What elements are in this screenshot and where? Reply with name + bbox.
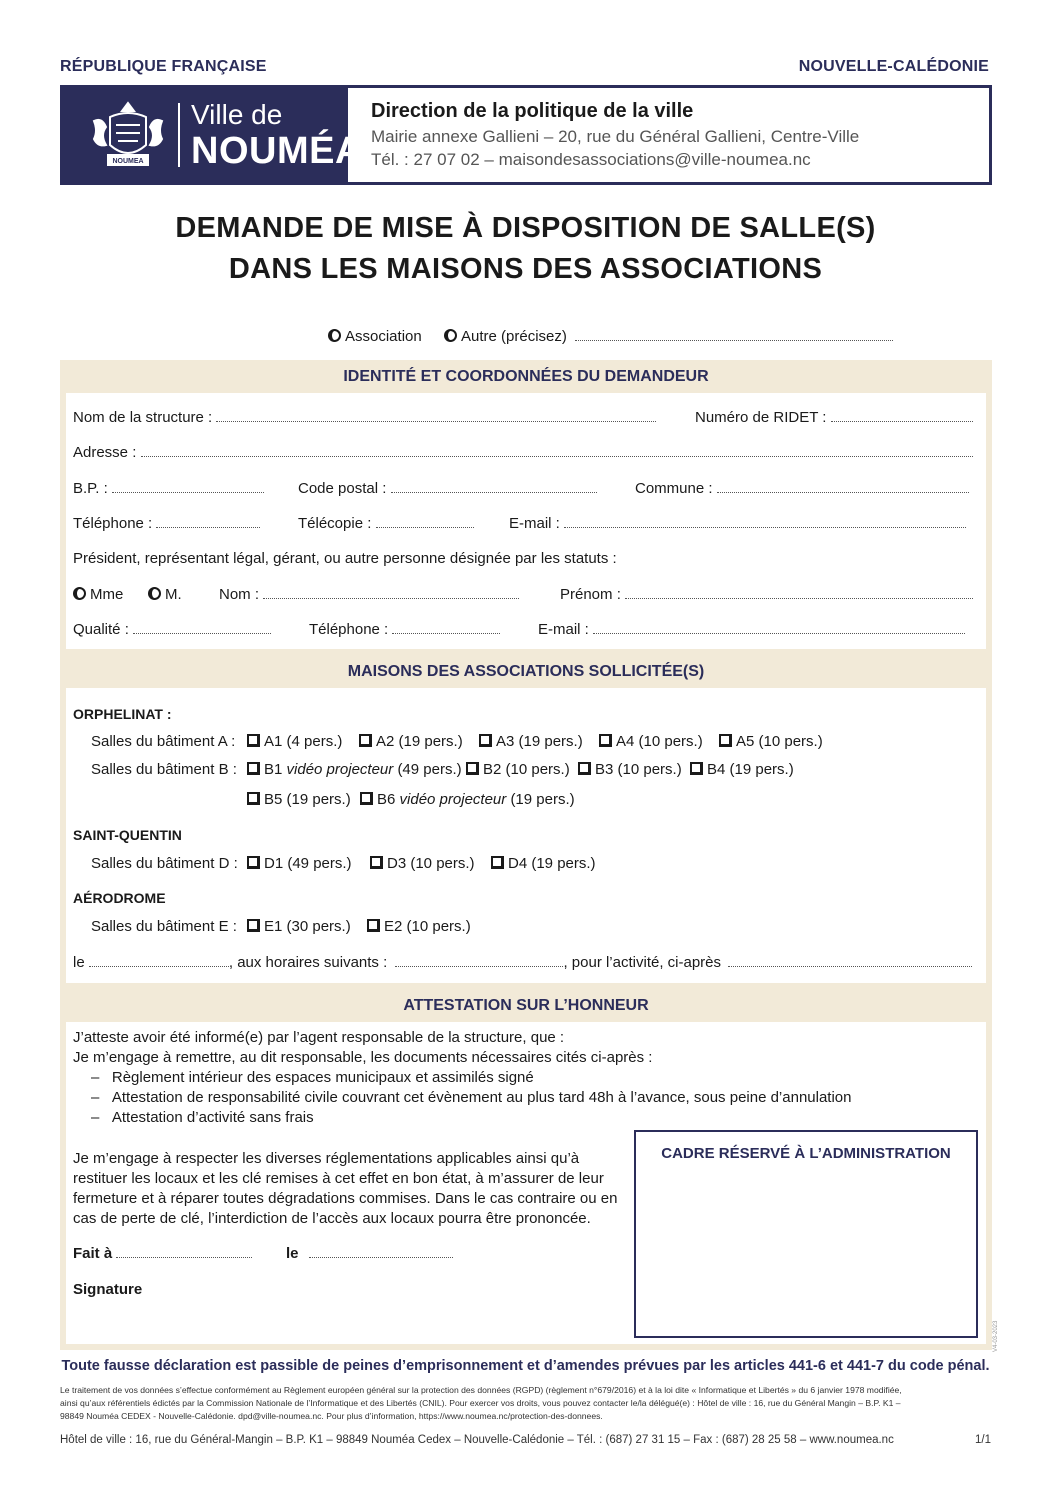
room-b5[interactable]: B5 (19 pers.) xyxy=(247,791,351,808)
code-postal-row: Code postal : xyxy=(298,480,597,497)
attestation-line2: Je m’engage à remettre, au dit responsable, les documents nécessaires cités ci-après : xyxy=(73,1049,653,1066)
adresse-field[interactable] xyxy=(141,445,973,457)
m-option[interactable]: M. xyxy=(148,586,182,603)
date-signature-row: le xyxy=(286,1245,453,1262)
e1-checkbox-icon[interactable] xyxy=(247,919,260,932)
room-b6[interactable]: B6 vidéo projecteur (19 pers.) xyxy=(360,791,575,808)
email-row: E-mail : xyxy=(509,515,966,532)
engagement-line1: Je m’engage à respecter les diverses réglementations applicables ainsi qu’à xyxy=(73,1150,580,1167)
qualite-field[interactable] xyxy=(133,622,271,634)
crest-banner-text: NOUMEA xyxy=(112,158,144,165)
identite-heading: IDENTITÉ ET COORDONNÉES DU DEMANDEUR xyxy=(60,360,992,393)
date-signature-field[interactable] xyxy=(309,1246,453,1258)
b3-checkbox-icon[interactable] xyxy=(578,762,591,775)
fait-a-field[interactable] xyxy=(116,1246,252,1258)
schedule-row: le , aux horaires suivants : , pour l’activité, ci-après xyxy=(73,954,972,971)
nom-row: Nom : xyxy=(219,586,519,603)
telecopie-field[interactable] xyxy=(376,516,474,528)
ridet-field[interactable] xyxy=(831,410,973,422)
qualite-row: Qualité : xyxy=(73,621,271,638)
mme-radio-icon[interactable] xyxy=(73,587,86,600)
direction-contact: Tél. : 27 07 02 – maisondesassociations@ville-noumea.nc xyxy=(371,150,811,169)
b4-checkbox-icon[interactable] xyxy=(690,762,703,775)
prenom-field[interactable] xyxy=(625,587,973,599)
nom-field[interactable] xyxy=(263,587,519,599)
date-field[interactable] xyxy=(89,955,229,967)
aerodrome-label: AÉRODROME xyxy=(73,890,166,906)
saint-quentin-label: SAINT-QUENTIN xyxy=(73,827,182,843)
republique-label: RÉPUBLIQUE FRANÇAISE xyxy=(60,58,267,75)
b2-checkbox-icon[interactable] xyxy=(466,762,479,775)
prenom-row: Prénom : xyxy=(560,586,973,603)
bp-row: B.P. : xyxy=(73,480,264,497)
attestation-item3: – Attestation d’activité sans frais xyxy=(91,1109,314,1126)
room-b1[interactable]: B1 vidéo projecteur (49 pers.) xyxy=(247,761,462,778)
room-a5[interactable]: A5 (10 pers.) xyxy=(719,733,823,750)
footer-address: Hôtel de ville : 16, rue du Général-Mangin – B.P. K1 – 98849 Nouméa Cedex – Nouvelle-Calédonie – Tél. : (687) 27 31 15 – Fax : (687) 28 25 58 – www.noumea.nc xyxy=(60,1434,894,1446)
president-label: Président, représentant légal, gérant, ou autre personne désignée par les statuts : xyxy=(73,550,617,567)
a3-checkbox-icon[interactable] xyxy=(479,734,492,747)
room-b3[interactable]: B3 (10 pers.) xyxy=(578,761,682,778)
logo-noumea-text: NOUMÉA xyxy=(191,130,363,172)
page-title-line1: DEMANDE DE MISE À DISPOSITION DE SALLE(S) xyxy=(175,212,876,244)
commune-row: Commune : xyxy=(635,480,969,497)
nom-structure-field[interactable] xyxy=(216,410,656,422)
city-logo xyxy=(60,85,363,185)
fait-a-row: Fait à xyxy=(73,1245,252,1262)
attestation-item1: – Règlement intérieur des espaces municipaux et assimilés signé xyxy=(91,1069,534,1086)
room-a1[interactable]: A1 (4 pers.) xyxy=(247,733,342,750)
signature-label: Signature xyxy=(73,1281,143,1298)
batiment-a-label: Salles du bâtiment A : xyxy=(91,733,236,750)
telephone2-row: Téléphone : xyxy=(309,621,500,638)
email2-row: E-mail : xyxy=(538,621,965,638)
rgpd-notice: Le traitement de vos données s’effectue conformément au Règlement européen général sur la protection des données (RGPD) (règlement n°679/2016) et à la loi dite « Informatique et Libertés » du 6 janvier 1978 modifiée, ainsi qu’aux référentiels édictés par la Commission Nationale de l’Informatique et des Libertés (CNIL). Pour exercer vos droits, vous pouvez contacter le/la délégué(e) : Hôtel de ville : 16, rue du Général Mangin – B.P. K1 – 98849 Nouméa CEDEX - Nouvelle-Calédonie. dpd@ville-noumea.nc. Pour plus d’information, https://www.noumea.nc/protection-des-donnees. xyxy=(60,1385,902,1421)
activite-field[interactable] xyxy=(728,955,972,967)
page-title-line2: DANS LES MAISONS DES ASSOCIATIONS xyxy=(228,253,823,285)
room-a2[interactable]: A2 (19 pers.) xyxy=(359,733,463,750)
territoire-label: NOUVELLE-CALÉDONIE xyxy=(798,58,989,75)
room-d4[interactable]: D4 (19 pers.) xyxy=(491,855,596,872)
telephone-field[interactable] xyxy=(156,516,260,528)
code-postal-field[interactable] xyxy=(391,481,597,493)
autre-field[interactable] xyxy=(575,329,893,341)
form-version: V4-03-2023 xyxy=(993,1320,999,1352)
b6-checkbox-icon[interactable] xyxy=(360,792,373,805)
e2-checkbox-icon[interactable] xyxy=(367,919,380,932)
d3-checkbox-icon[interactable] xyxy=(370,856,383,869)
type-autre-option[interactable]: Autre (précisez) xyxy=(444,328,893,345)
maisons-heading: MAISONS DES ASSOCIATIONS SOLLICITÉE(S) xyxy=(60,655,992,688)
a2-checkbox-icon[interactable] xyxy=(359,734,372,747)
engagement-line3: fermeture et à réparer toutes dégradations commises. Dans le cas contraire ou en xyxy=(73,1190,618,1207)
type-association-option[interactable]: Association xyxy=(328,328,422,345)
legal-warning: Toute fausse déclaration est passible de peines d’emprisonnement et d’amendes prévues par les articles 441-6 et 441-7 du code pénal. xyxy=(61,1358,990,1374)
b5-checkbox-icon[interactable] xyxy=(247,792,260,805)
batiment-e-label: Salles du bâtiment E : xyxy=(91,918,237,935)
room-b4[interactable]: B4 (19 pers.) xyxy=(690,761,794,778)
orphelinat-label: ORPHELINAT : xyxy=(73,706,172,722)
a1-checkbox-icon[interactable] xyxy=(247,734,260,747)
email-field[interactable] xyxy=(564,516,966,528)
nom-structure-row: Nom de la structure : xyxy=(73,409,656,426)
batiment-b-label: Salles du bâtiment B : xyxy=(91,761,237,778)
adresse-row: Adresse : xyxy=(73,444,973,461)
room-d1[interactable]: D1 (49 pers.) xyxy=(247,855,352,872)
admin-box-title: CADRE RÉSERVÉ À L’ADMINISTRATION xyxy=(661,1145,951,1162)
mme-option[interactable]: Mme xyxy=(73,586,123,603)
bp-field[interactable] xyxy=(112,481,264,493)
association-radio-icon[interactable] xyxy=(328,329,341,342)
b1-checkbox-icon[interactable] xyxy=(247,762,260,775)
attestation-line1: J’atteste avoir été informé(e) par l’agent responsable de la structure, que : xyxy=(73,1029,565,1046)
direction-title: Direction de la politique de la ville xyxy=(371,100,694,122)
autre-radio-icon[interactable] xyxy=(444,329,457,342)
room-b2[interactable]: B2 (10 pers.) xyxy=(466,761,570,778)
admin-reserved-box xyxy=(634,1130,978,1338)
d4-checkbox-icon[interactable] xyxy=(491,856,504,869)
email2-field[interactable] xyxy=(593,622,965,634)
telephone2-field[interactable] xyxy=(392,622,500,634)
d1-checkbox-icon[interactable] xyxy=(247,856,260,869)
batiment-d-label: Salles du bâtiment D : xyxy=(91,855,238,872)
horaires-field[interactable] xyxy=(395,955,563,967)
a4-checkbox-icon[interactable] xyxy=(599,734,612,747)
ridet-row: Numéro de RIDET : xyxy=(695,409,973,426)
m-radio-icon[interactable] xyxy=(148,587,161,600)
identite-section xyxy=(60,360,992,655)
city-crest-icon xyxy=(88,99,168,171)
attestation-heading: ATTESTATION SUR L’HONNEUR xyxy=(60,989,992,1022)
logo-ville-text: Ville de xyxy=(191,99,283,130)
engagement-line4: cas de perte de clé, l’interdiction de l’accès aux locaux pourra être prononcée. xyxy=(73,1210,591,1227)
engagement-line2: restituer les locaux et les clé remises à cet effet en bon état, à m’assurer de leur xyxy=(73,1170,604,1187)
room-a4[interactable]: A4 (10 pers.) xyxy=(599,733,703,750)
room-a3[interactable]: A3 (19 pers.) xyxy=(479,733,583,750)
telephone-row: Téléphone : xyxy=(73,515,260,532)
attestation-item2: – Attestation de responsabilité civile couvrant cet évènement au plus tard 48h à l’avance, sous peine d’annulation xyxy=(91,1089,852,1106)
direction-address: Mairie annexe Gallieni – 20, rue du Général Gallieni, Centre-Ville xyxy=(371,127,860,146)
commune-field[interactable] xyxy=(717,481,969,493)
telecopie-row: Télécopie : xyxy=(298,515,474,532)
page-number: 1/1 xyxy=(975,1434,991,1446)
room-d3[interactable]: D3 (10 pers.) xyxy=(370,855,475,872)
a5-checkbox-icon[interactable] xyxy=(719,734,732,747)
room-e1[interactable]: E1 (30 pers.) xyxy=(247,918,351,935)
logo-separator xyxy=(178,103,180,167)
room-e2[interactable]: E2 (10 pers.) xyxy=(367,918,471,935)
maisons-section xyxy=(60,655,992,989)
